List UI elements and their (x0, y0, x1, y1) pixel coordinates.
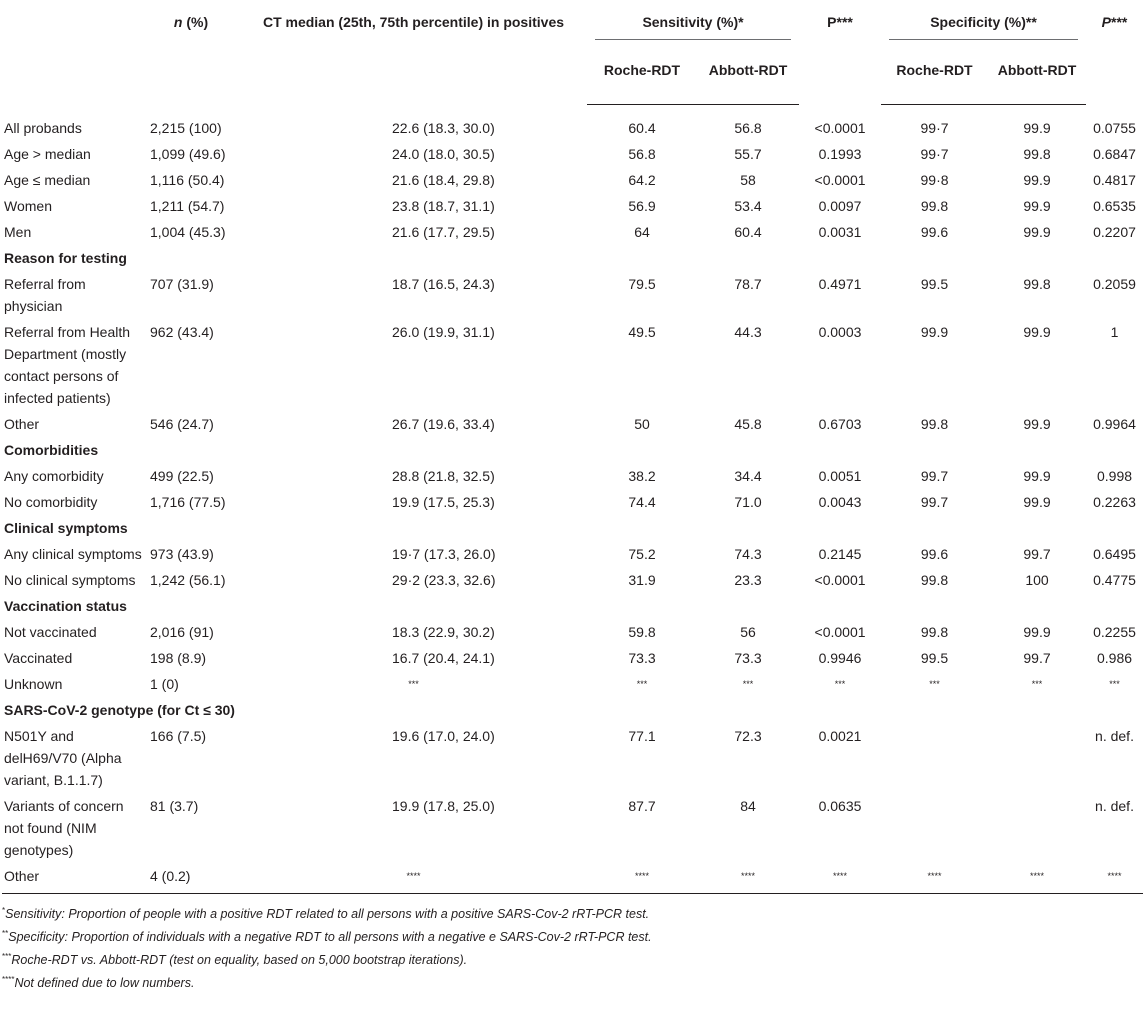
footnote-text: Specificity: Proportion of individuals with a negative RDT to all persons with a negative e SARS-Cov-2 rRT-PCR test. (8, 930, 652, 944)
cell-n-pct: 166 (7.5) (150, 728, 207, 744)
cell-spec-roche: 99.7 (920, 494, 949, 510)
cell-spec-abbott: 99.8 (1023, 146, 1051, 162)
table-row (2, 219, 1143, 245)
cell-spec-abbott: 99.9 (1023, 468, 1051, 484)
row-label: Women (4, 198, 52, 214)
cell-ct: 29·2 (23.3, 32.6) (392, 572, 496, 588)
cell-p-spec: 0.6495 (1093, 546, 1136, 562)
cell-spec-roche: 99.7 (920, 468, 949, 484)
cell-ct: 22.6 (18.3, 30.0) (392, 119, 495, 136)
cell-spec-abbott: *** (1031, 679, 1043, 689)
cell-n-pct: 1,242 (56.1) (150, 572, 226, 588)
section-heading: SARS-CoV-2 genotype (for Ct ≤ 30) (4, 702, 235, 718)
cell-n-pct: 1,116 (50.4) (150, 172, 225, 188)
section-row (2, 697, 1143, 723)
cell-sens-abbott: 56 (740, 624, 756, 640)
cell-p-spec: 0.998 (1096, 468, 1133, 484)
cell-ct: 19.6 (17.0, 24.0) (392, 728, 495, 744)
cell-p-sens: 0.9946 (818, 650, 862, 666)
table-row (2, 793, 1143, 863)
cell-spec-abbott: 99.9 (1023, 416, 1051, 432)
row-label: Referral from physician (4, 276, 86, 314)
cell-spec-roche: 99.5 (920, 276, 949, 292)
row-label: No clinical symptoms (4, 572, 136, 588)
table-row (2, 863, 1143, 894)
cell-ct: 19.9 (17.8, 25.0) (392, 798, 495, 814)
footnote (2, 970, 1145, 993)
cell-p-sens: <0.0001 (814, 172, 866, 188)
cell-n-pct: 4 (0.2) (142, 863, 240, 894)
cell-spec-roche: 99.6 (920, 546, 949, 562)
table-row (2, 541, 1143, 567)
cell-n-pct: 1,211 (54.7) (150, 198, 225, 214)
cell-ct: 21.6 (18.4, 29.8) (392, 172, 495, 188)
cell-sens-abbott: 55.7 (734, 146, 762, 162)
cell-p-spec: 0.0755 (1093, 119, 1136, 136)
row-label: Other (4, 416, 40, 432)
footnote-mark: ** (2, 929, 9, 938)
cell-spec-abbott (988, 723, 1086, 793)
cell-spec-abbott: 99.9 (1023, 224, 1051, 240)
cell-p-sens: *** (834, 679, 846, 689)
cell-ct: 16.7 (20.4, 24.1) (392, 650, 495, 666)
cell-sens-roche: 59.8 (628, 624, 656, 640)
cell-n-pct: 1,716 (77.5) (150, 494, 226, 510)
header-spec-roche: Roche-RDT (881, 51, 988, 105)
row-label: Any clinical symptoms (4, 546, 142, 562)
cell-spec-abbott (988, 793, 1086, 863)
header-n-pct: n (%) (173, 14, 209, 30)
cell-p-sens: 0.0635 (818, 798, 862, 814)
cell-p-sens: 0.4971 (818, 276, 862, 292)
cell-sens-roche: 79.5 (628, 276, 656, 292)
cell-sens-abbott: 74.3 (734, 546, 762, 562)
cell-sens-roche: 56.9 (628, 198, 656, 214)
footnote-mark: *** (2, 952, 12, 961)
cell-sens-roche: 64.2 (628, 172, 656, 188)
cell-sens-abbott: 44.3 (734, 324, 762, 340)
cell-ct: 28.8 (21.8, 32.5) (392, 468, 495, 484)
cell-sens-abbott: 56.8 (734, 120, 762, 136)
footnote-mark: * (2, 906, 6, 915)
cell-p-sens: <0.0001 (814, 624, 866, 640)
cell-p-spec: 0.9964 (1093, 416, 1136, 432)
cell-spec-abbott: 99.9 (1023, 120, 1051, 136)
cell-spec-roche (881, 723, 988, 793)
cell-n-pct: 707 (31.9) (150, 276, 214, 292)
cell-spec-roche (881, 793, 988, 863)
cell-n-pct: 2,215 (100) (150, 119, 222, 136)
cell-spec-abbott: 99.9 (1023, 324, 1051, 340)
cell-sens-abbott: 72.3 (734, 728, 762, 744)
cell-spec-roche: 99.8 (920, 198, 949, 214)
footnote-mark: **** (2, 975, 15, 984)
row-label: Age ≤ median (4, 172, 91, 188)
cell-ct: 26.7 (19.6, 33.4) (392, 416, 495, 432)
cell-spec-roche: 99·7 (920, 146, 949, 162)
table-row (2, 319, 1143, 411)
table-row (2, 619, 1143, 645)
cell-ct: 18.3 (22.9, 30.2) (392, 624, 495, 640)
row-label: Not vaccinated (4, 624, 97, 640)
footnote (2, 924, 1145, 947)
cell-sens-roche: 38.2 (628, 468, 656, 484)
header-p-specificity: P*** (1101, 14, 1128, 30)
cell-n-pct: 1,004 (45.3) (150, 224, 226, 240)
cell-sens-roche: 73.3 (628, 650, 656, 666)
header-spec-abbott: Abbott-RDT (988, 51, 1086, 105)
cell-spec-roche: 99·7 (920, 120, 949, 136)
cell-sens-abbott: 84 (740, 798, 756, 814)
cell-p-spec: 0.4775 (1093, 572, 1136, 588)
row-label: Vaccinated (4, 650, 73, 666)
cell-n-pct: 546 (24.7) (150, 416, 214, 432)
cell-p-spec: 0.2255 (1093, 624, 1136, 640)
cell-spec-abbott: **** (988, 863, 1086, 894)
table-row (2, 411, 1143, 437)
cell-spec-roche: 99.8 (920, 624, 949, 640)
cell-p-spec: 1 (1110, 324, 1119, 340)
cell-p-spec: 0.6847 (1093, 146, 1136, 162)
cell-sens-abbott: *** (742, 679, 754, 689)
row-label: Age > median (4, 146, 91, 162)
table-row (2, 671, 1143, 697)
section-row (2, 515, 1143, 541)
cell-ct: 19·7 (17.3, 26.0) (392, 546, 496, 562)
footnote (2, 947, 1145, 970)
cell-ct: 19.9 (17.5, 25.3) (392, 494, 495, 510)
cell-p-sens: 0.0097 (818, 198, 862, 214)
cell-p-spec: 0.4817 (1093, 172, 1136, 188)
table-row (2, 463, 1143, 489)
table-header (2, 0, 1143, 105)
cell-spec-roche: 99.8 (920, 572, 949, 588)
cell-sens-roche: 77.1 (628, 728, 656, 744)
table-body (2, 105, 1143, 894)
cell-p-sens: <0.0001 (814, 572, 866, 588)
cell-ct: 23.8 (18.7, 31.1) (392, 198, 495, 214)
cell-ct: 18.7 (16.5, 24.3) (392, 276, 495, 292)
cell-sens-roche: 60.4 (628, 120, 656, 136)
section-row (2, 245, 1143, 271)
cell-p-sens: 0.0021 (818, 728, 862, 744)
header-sensitivity: Sensitivity (%)* (587, 0, 799, 51)
table-row (2, 645, 1143, 671)
footnotes (2, 901, 1145, 993)
table-row (2, 271, 1143, 319)
section-row (2, 593, 1143, 619)
cell-sens-abbott: 34.4 (734, 468, 762, 484)
table-row (2, 193, 1143, 219)
cell-spec-roche: *** (929, 679, 940, 689)
cell-spec-abbott: 99.9 (1023, 198, 1051, 214)
footnote-text: Not defined due to low numbers. (14, 976, 195, 990)
cell-sens-roche: 75.2 (628, 546, 656, 562)
row-label: Men (4, 224, 32, 240)
cell-spec-abbott: 99.7 (1023, 650, 1051, 666)
section-heading: Comorbidities (4, 442, 99, 458)
cell-sens-roche: 87.7 (628, 798, 656, 814)
cell-ct: 24.0 (18.0, 30.5) (392, 146, 495, 162)
cell-sens-roche: *** (636, 679, 648, 689)
header-p-sensitivity: P*** (827, 14, 853, 30)
cell-p-spec: 0.986 (1096, 650, 1133, 666)
cell-n-pct: 499 (22.5) (150, 468, 214, 484)
cell-spec-abbott: 100 (1025, 572, 1049, 588)
cell-p-spec: 0.2263 (1093, 494, 1136, 510)
results-table (2, 0, 1143, 894)
cell-n-pct: 973 (43.9) (150, 546, 214, 562)
cell-sens-roche: 56.8 (628, 146, 656, 162)
cell-spec-abbott: 99.9 (1023, 172, 1051, 188)
header-blank (2, 0, 142, 105)
cell-sens-abbott: 45.8 (734, 416, 762, 432)
table-row (2, 141, 1143, 167)
cell-spec-abbott: 99.9 (1023, 624, 1051, 640)
cell-spec-abbott: 99.8 (1023, 276, 1051, 292)
header-sens-roche: Roche-RDT (587, 51, 697, 105)
cell-sens-roche: 74.4 (628, 494, 656, 510)
cell-p-spec: 0.2207 (1093, 224, 1136, 240)
cell-sens-abbott: 60.4 (734, 224, 762, 240)
row-label: N501Y and delH69/V70 (Alpha variant, B.1.1.7) (4, 728, 122, 788)
cell-sens-abbott: 23.3 (734, 572, 762, 588)
cell-p-sens: **** (799, 863, 881, 894)
cell-n-pct: 962 (43.4) (150, 324, 214, 340)
row-label: Any comorbidity (4, 468, 104, 484)
cell-sens-abbott: 71.0 (734, 494, 762, 510)
cell-p-spec: 0.6535 (1093, 198, 1136, 214)
cell-sens-abbott: 73.3 (734, 650, 762, 666)
cell-p-spec: 0.2059 (1093, 276, 1136, 292)
row-label: Other (2, 863, 142, 894)
cell-spec-roche: **** (881, 863, 988, 894)
row-label: Referral from Health Department (mostly contact persons of infected patients) (4, 324, 131, 406)
cell-p-sens: 0.6703 (818, 416, 862, 432)
table-row (2, 567, 1143, 593)
cell-p-spec: *** (1109, 679, 1120, 689)
section-heading: Reason for testing (4, 250, 127, 266)
cell-spec-roche: 99.9 (920, 324, 949, 340)
table-row (2, 723, 1143, 793)
cell-p-sens: 0.0031 (818, 224, 862, 240)
cell-p-sens: 0.0003 (818, 324, 862, 340)
cell-sens-abbott: 53.4 (734, 198, 762, 214)
cell-p-sens: <0.0001 (814, 119, 866, 136)
header-specificity: Specificity (%)** (881, 0, 1086, 51)
header-ct-median: CT median (25th, 75th percentile) in positives (262, 14, 565, 30)
cell-p-sens: 0.0051 (818, 468, 862, 484)
footnote (2, 901, 1145, 924)
row-label: No comorbidity (4, 494, 98, 510)
cell-n-pct: 1 (0) (150, 676, 179, 692)
cell-sens-roche: 49.5 (628, 324, 656, 340)
cell-sens-abbott: 58 (740, 172, 756, 188)
cell-p-spec: **** (1086, 863, 1143, 894)
cell-n-pct: 198 (8.9) (150, 650, 207, 666)
cell-spec-abbott: 99.9 (1023, 494, 1051, 510)
cell-sens-abbott: 78.7 (734, 276, 762, 292)
cell-p-spec: n. def. (1095, 798, 1134, 814)
cell-p-sens: 0.2145 (818, 546, 862, 562)
cell-sens-roche: 64 (634, 224, 650, 240)
cell-sens-roche: 31.9 (628, 572, 656, 588)
cell-ct: 26.0 (19.9, 31.1) (392, 324, 495, 340)
table-row (2, 105, 1143, 142)
cell-n-pct: 1,099 (49.6) (150, 146, 226, 162)
header-sens-abbott: Abbott-RDT (697, 51, 799, 105)
cell-sens-roche: **** (587, 863, 697, 894)
footnote-text: Sensitivity: Proportion of people with a positive RDT related to all persons with a positive SARS-Cov-2 rRT-PCR test. (5, 907, 650, 921)
row-label: Variants of concern not found (NIM genotypes) (4, 798, 124, 858)
cell-ct: *** (408, 679, 419, 689)
cell-p-sens: 0.0043 (818, 494, 862, 510)
cell-p-sens: 0.1993 (818, 146, 862, 162)
table-row (2, 489, 1143, 515)
row-label: All probands (4, 119, 82, 136)
cell-spec-roche: 99.5 (920, 650, 949, 666)
cell-n-pct: 81 (3.7) (150, 798, 199, 814)
table-row (2, 167, 1143, 193)
cell-spec-abbott: 99.7 (1023, 546, 1051, 562)
section-heading: Vaccination status (4, 598, 127, 614)
cell-n-pct: 2,016 (91) (150, 624, 214, 640)
cell-spec-roche: 99.8 (920, 416, 949, 432)
footnote-text: Roche-RDT vs. Abbott-RDT (test on equality, based on 5,000 bootstrap iterations). (11, 953, 468, 967)
cell-sens-abbott: **** (697, 863, 799, 894)
row-label: Unknown (4, 676, 63, 692)
section-heading: Clinical symptoms (4, 520, 128, 536)
cell-spec-roche: 99.6 (920, 224, 949, 240)
cell-spec-roche: 99·8 (920, 172, 949, 188)
cell-p-spec: n. def. (1095, 728, 1134, 744)
cell-ct: 21.6 (17.7, 29.5) (392, 224, 495, 240)
section-row (2, 437, 1143, 463)
cell-ct: **** (240, 863, 587, 894)
cell-sens-roche: 50 (634, 416, 650, 432)
